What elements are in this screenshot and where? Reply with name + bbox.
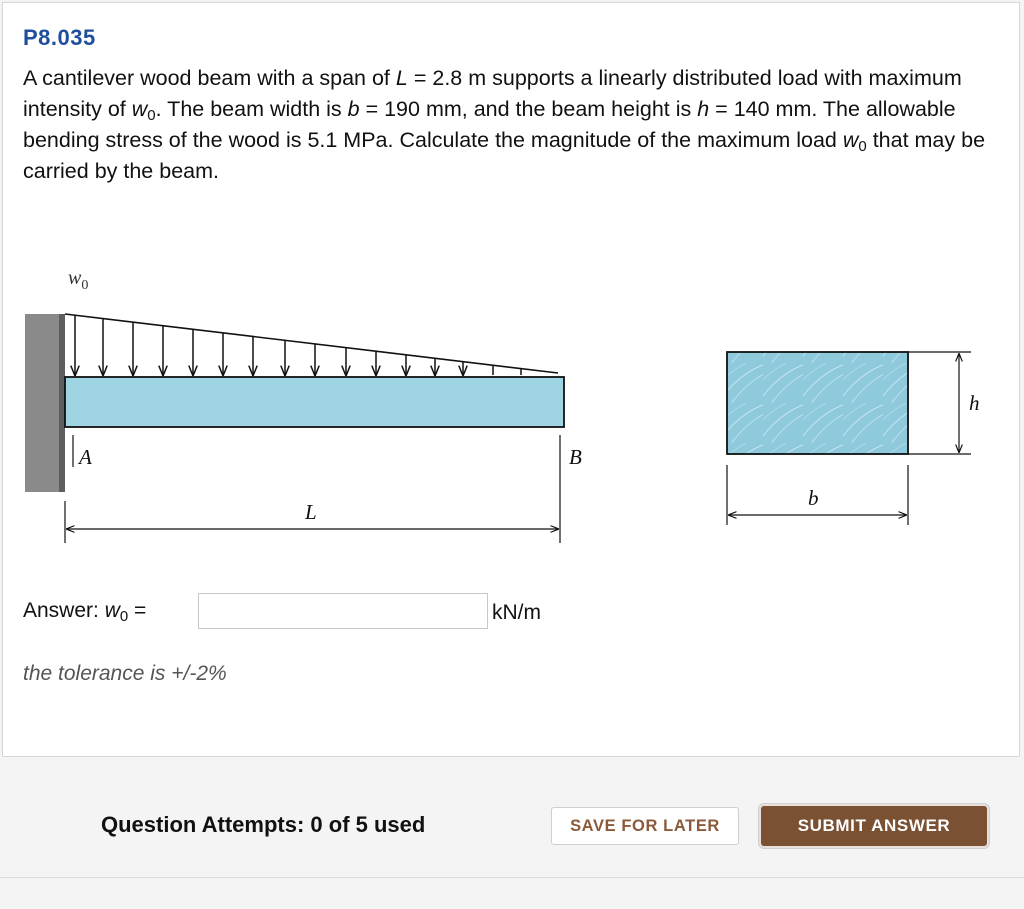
beam-figure xyxy=(3,243,1019,543)
width-label: b xyxy=(808,486,819,510)
question-card xyxy=(2,2,1020,757)
tolerance-note: the tolerance is +/-2% xyxy=(23,662,227,685)
point-A-label: A xyxy=(79,445,92,469)
answer-label: Answer: $w_0$ = xyxy=(23,599,147,625)
answer-row xyxy=(23,593,623,629)
beam xyxy=(65,377,564,427)
attempts-counter: Question Attempts: 0 of 5 used xyxy=(101,812,426,837)
point-B-label: B xyxy=(569,445,582,469)
span-label: L xyxy=(305,500,317,524)
beam-cross-section xyxy=(727,352,908,454)
load-distribution-line xyxy=(65,314,558,373)
problem-statement: A cantilever wood beam with a span of L = 2.8 m supports a linearly distributed load with maximum intensity of $w_0$. The beam width is b = 190 mm, and the beam height is h = 140 mm. The allowable bending stress of the wood is 5.1 MPa. Calculate the magnitude of the maximum load $w_0$ that may be carried by the beam. xyxy=(23,66,986,183)
load-intensity-label: $w_0$ xyxy=(68,267,89,293)
height-label: h xyxy=(969,391,980,415)
save-for-later-button[interactable]: SAVE FOR LATER xyxy=(551,807,739,845)
answer-input[interactable] xyxy=(198,593,488,629)
footer-bar xyxy=(0,760,1024,909)
footer-divider xyxy=(0,877,1024,878)
answer-unit: kN/m xyxy=(492,601,541,624)
submit-answer-button[interactable]: SUBMIT ANSWER xyxy=(759,804,989,848)
problem-id: P8.035 xyxy=(23,25,96,50)
